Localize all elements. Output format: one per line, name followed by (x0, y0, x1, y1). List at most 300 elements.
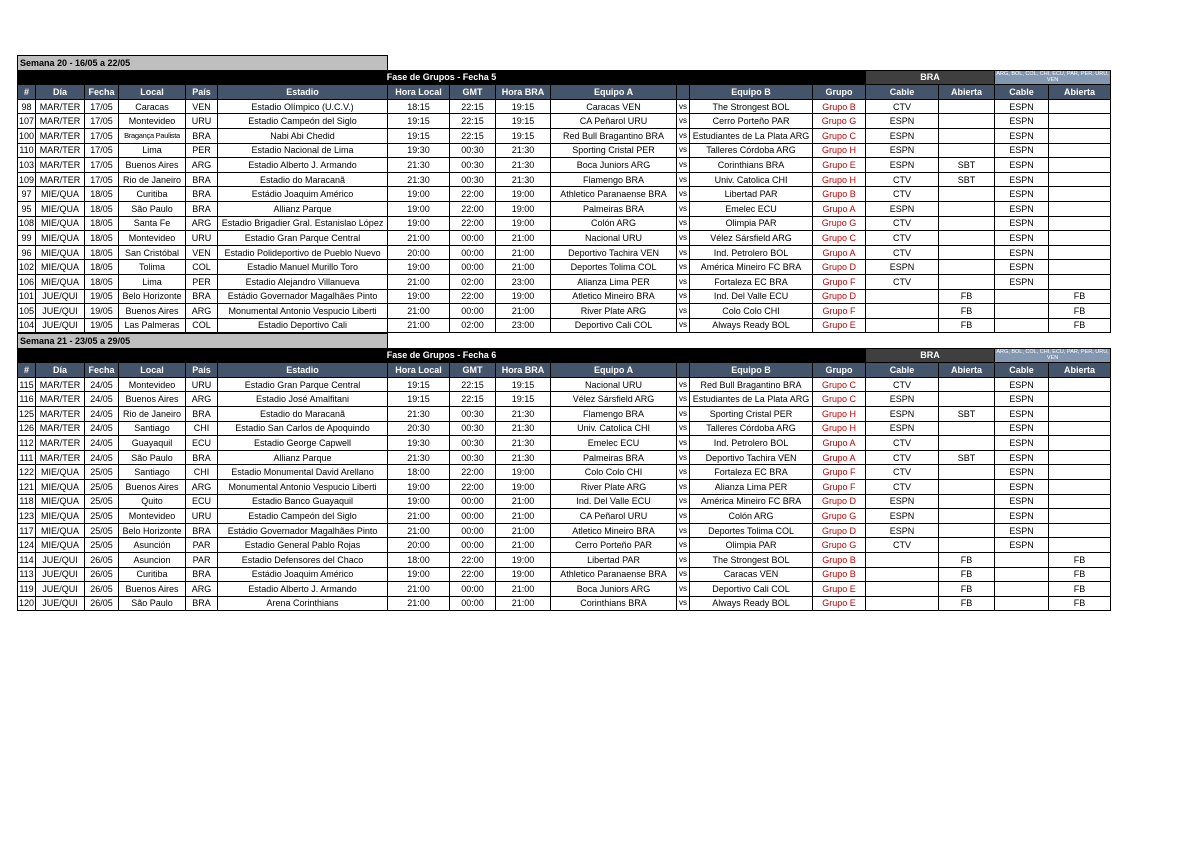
col-gmt: 00:00 (450, 231, 496, 246)
col-bra-time: 21:30 (496, 172, 551, 187)
col-gmt: 00:00 (450, 538, 496, 553)
col-group: Grupo A (813, 436, 866, 451)
col-vs: vs (677, 494, 690, 509)
col-team-a: Vélez Sársfield ARG (551, 392, 677, 407)
col-city: Buenos Aires (119, 304, 186, 319)
match-row (18, 538, 1111, 553)
col-country: BRA (186, 201, 218, 216)
col-gmt: 22:15 (450, 392, 496, 407)
col-intl-cable (995, 318, 1049, 333)
col-num: 120 (18, 596, 36, 611)
col-day: MAR/TER (36, 143, 85, 158)
col-group: Grupo B (813, 567, 866, 582)
col-vs-header (677, 85, 690, 100)
col-intl-cable: ESPN (995, 114, 1049, 129)
col-bra-time: 23:00 (496, 274, 551, 289)
col-team-b: Ind. Petrolero BOL (690, 436, 813, 451)
col-team-b: Ind. Del Valle ECU (690, 289, 813, 304)
col-city: Asunción (119, 538, 186, 553)
col-bra-time: 19:00 (496, 552, 551, 567)
col-city: Asuncion (119, 552, 186, 567)
col-city: Montevideo (119, 231, 186, 246)
col-gmt: 00:00 (450, 260, 496, 275)
col-date-header: Fecha (85, 85, 119, 100)
col-bra-open (939, 436, 995, 451)
col-intl-open (1049, 377, 1111, 392)
col-team-a: Ind. Del Valle ECU (551, 494, 677, 509)
match-row (18, 114, 1111, 129)
col-stadium-header: Estadio (218, 363, 388, 378)
phase-row (18, 348, 1111, 363)
col-vs: vs (677, 421, 690, 436)
col-intl-cable-header: Cable (995, 363, 1049, 378)
col-bra-cable: CTV (866, 245, 939, 260)
col-intl-cable (995, 552, 1049, 567)
match-row (18, 201, 1111, 216)
col-vs: vs (677, 509, 690, 524)
col-intl-cable-header: Cable (995, 85, 1049, 100)
col-num: 125 (18, 406, 36, 421)
col-bra-open (939, 201, 995, 216)
col-gmt-header: GMT (450, 363, 496, 378)
col-gmt: 00:00 (450, 582, 496, 597)
col-country: VEN (186, 245, 218, 260)
col-stadium: Estadio do Maracanã (218, 172, 388, 187)
col-local-time: 19:15 (388, 377, 450, 392)
col-vs: vs (677, 552, 690, 567)
col-stadium: Estadio Brigadier Gral. Estanislao López (218, 216, 388, 231)
col-num: 122 (18, 465, 36, 480)
col-intl-open (1049, 99, 1111, 114)
col-city: San Cristóbal (119, 245, 186, 260)
col-intl-open: FB (1049, 318, 1111, 333)
phase-title: Fase de Grupos - Fecha 6 (18, 348, 866, 363)
col-intl-cable: ESPN (995, 158, 1049, 173)
match-row (18, 392, 1111, 407)
col-group: Grupo E (813, 596, 866, 611)
schedule-table-week-21 (17, 333, 1111, 611)
col-country: ECU (186, 436, 218, 451)
col-num: 104 (18, 318, 36, 333)
col-group: Grupo G (813, 216, 866, 231)
col-bra-cable (866, 596, 939, 611)
col-num: 116 (18, 392, 36, 407)
col-intl-open: FB (1049, 596, 1111, 611)
col-bra-cable (866, 304, 939, 319)
col-bra-cable: CTV (866, 377, 939, 392)
col-country: BRA (186, 128, 218, 143)
col-team-a: Boca Juniors ARG (551, 158, 677, 173)
match-row (18, 128, 1111, 143)
col-gmt: 22:15 (450, 99, 496, 114)
col-stadium: Estadio do Maracanã (218, 406, 388, 421)
col-city: Santiago (119, 421, 186, 436)
match-row (18, 421, 1111, 436)
col-vs: vs (677, 567, 690, 582)
col-date: 25/05 (85, 465, 119, 480)
col-intl-open (1049, 187, 1111, 202)
col-country: COL (186, 260, 218, 275)
col-country: ECU (186, 494, 218, 509)
col-vs: vs (677, 436, 690, 451)
col-city: São Paulo (119, 596, 186, 611)
col-city: Lima (119, 274, 186, 289)
col-team-b: Corinthians BRA (690, 158, 813, 173)
col-bra-cable: ESPN (866, 128, 939, 143)
match-row (18, 494, 1111, 509)
col-vs: vs (677, 289, 690, 304)
col-bra-open (939, 114, 995, 129)
col-city: Buenos Aires (119, 392, 186, 407)
col-stadium: Estadio Campeón del Siglo (218, 509, 388, 524)
col-stadium: Estádio Joaquim Américo (218, 567, 388, 582)
col-team-b: Fortaleza EC BRA (690, 465, 813, 480)
col-day: MAR/TER (36, 99, 85, 114)
col-intl-cable: ESPN (995, 187, 1049, 202)
col-gmt: 00:00 (450, 509, 496, 524)
col-country-header: País (186, 85, 218, 100)
col-bra-time: 21:00 (496, 304, 551, 319)
col-bra-open (939, 523, 995, 538)
col-bra-cable (866, 289, 939, 304)
col-group: Grupo F (813, 304, 866, 319)
col-intl-cable (995, 596, 1049, 611)
col-bra-open (939, 479, 995, 494)
col-city: Quito (119, 494, 186, 509)
col-city: Rio de Janeiro (119, 406, 186, 421)
col-stadium: Estadio Olímpico (U.C.V.) (218, 99, 388, 114)
col-team-b: Vélez Sársfield ARG (690, 231, 813, 246)
col-team-a: Emelec ECU (551, 436, 677, 451)
col-city: Buenos Aires (119, 158, 186, 173)
col-group: Grupo F (813, 274, 866, 289)
match-row (18, 260, 1111, 275)
col-stadium: Estadio Nacional de Lima (218, 143, 388, 158)
col-team-a: Athletico Paranaense BRA (551, 567, 677, 582)
col-bra-cable: ESPN (866, 509, 939, 524)
col-bra-cable (866, 582, 939, 597)
col-local-time: 21:00 (388, 582, 450, 597)
col-intl-cable: ESPN (995, 260, 1049, 275)
col-bra-cable-header: Cable (866, 85, 939, 100)
col-local-time: 18:15 (388, 99, 450, 114)
col-city: Lima (119, 143, 186, 158)
col-vs: vs (677, 465, 690, 480)
col-local-time: 21:00 (388, 523, 450, 538)
col-bra-cable: ESPN (866, 392, 939, 407)
col-local-time: 21:00 (388, 509, 450, 524)
col-date: 24/05 (85, 377, 119, 392)
col-stadium: Estádio Governador Magalhães Pinto (218, 289, 388, 304)
col-date: 24/05 (85, 406, 119, 421)
col-team-a: River Plate ARG (551, 479, 677, 494)
col-date: 18/05 (85, 274, 119, 289)
col-city: Montevideo (119, 114, 186, 129)
col-date: 17/05 (85, 128, 119, 143)
col-num: 107 (18, 114, 36, 129)
col-team-a: Colo Colo CHI (551, 465, 677, 480)
col-day: JUE/QUI (36, 596, 85, 611)
col-day: JUE/QUI (36, 289, 85, 304)
col-city: Caracas (119, 99, 186, 114)
col-country: URU (186, 114, 218, 129)
col-gmt: 00:00 (450, 304, 496, 319)
col-country: URU (186, 509, 218, 524)
col-day: MAR/TER (36, 158, 85, 173)
col-local-time: 18:00 (388, 552, 450, 567)
col-day: MIE/QUA (36, 216, 85, 231)
col-city-header: Local (119, 85, 186, 100)
match-row (18, 436, 1111, 451)
col-team-a: Flamengo BRA (551, 406, 677, 421)
col-local-time: 19:30 (388, 436, 450, 451)
col-date: 18/05 (85, 245, 119, 260)
col-day: JUE/QUI (36, 304, 85, 319)
col-vs: vs (677, 260, 690, 275)
col-bra-cable: CTV (866, 231, 939, 246)
col-group: Grupo E (813, 582, 866, 597)
col-day: MAR/TER (36, 392, 85, 407)
col-day: MIE/QUA (36, 465, 85, 480)
col-num: 95 (18, 201, 36, 216)
col-country: COL (186, 318, 218, 333)
col-intl-cable (995, 567, 1049, 582)
col-bra-time: 21:00 (496, 260, 551, 275)
match-row (18, 450, 1111, 465)
col-bra-cable: ESPN (866, 143, 939, 158)
col-vs: vs (677, 479, 690, 494)
broadcast-group-bra: BRA (866, 348, 995, 363)
col-city: Buenos Aires (119, 582, 186, 597)
col-team-b: Red Bull Bragantino BRA (690, 377, 813, 392)
col-bra-time: 19:00 (496, 465, 551, 480)
col-bra-cable: CTV (866, 465, 939, 480)
col-group: Grupo F (813, 465, 866, 480)
col-bra-cable (866, 552, 939, 567)
col-country: ARG (186, 304, 218, 319)
col-date: 17/05 (85, 143, 119, 158)
col-country: BRA (186, 567, 218, 582)
col-group: Grupo H (813, 172, 866, 187)
match-row (18, 187, 1111, 202)
week-spacer (388, 56, 1111, 71)
column-header-row (18, 363, 1111, 378)
col-local-time: 19:15 (388, 392, 450, 407)
col-group: Grupo G (813, 509, 866, 524)
col-local-time: 19:15 (388, 114, 450, 129)
col-gmt: 00:30 (450, 158, 496, 173)
col-day: MIE/QUA (36, 274, 85, 289)
col-num: 100 (18, 128, 36, 143)
col-city-header: Local (119, 363, 186, 378)
col-intl-open (1049, 260, 1111, 275)
match-row (18, 318, 1111, 333)
col-local-time: 19:00 (388, 216, 450, 231)
col-day: MIE/QUA (36, 523, 85, 538)
col-intl-open (1049, 509, 1111, 524)
col-bra-cable (866, 567, 939, 582)
col-group: Grupo G (813, 114, 866, 129)
col-intl-open (1049, 274, 1111, 289)
col-group: Grupo A (813, 201, 866, 216)
col-group: Grupo H (813, 421, 866, 436)
col-country: BRA (186, 187, 218, 202)
col-bra-cable-header: Cable (866, 363, 939, 378)
match-row (18, 245, 1111, 260)
col-date: 18/05 (85, 231, 119, 246)
col-local-time: 21:00 (388, 274, 450, 289)
col-city: Montevideo (119, 509, 186, 524)
col-vs: vs (677, 406, 690, 421)
col-city: Tolima (119, 260, 186, 275)
col-intl-cable: ESPN (995, 216, 1049, 231)
col-intl-open (1049, 406, 1111, 421)
col-gmt: 22:00 (450, 289, 496, 304)
col-team-b: Olimpia PAR (690, 216, 813, 231)
col-local-time: 21:00 (388, 304, 450, 319)
col-city: Montevideo (119, 377, 186, 392)
col-gmt: 00:00 (450, 523, 496, 538)
col-bra-open (939, 392, 995, 407)
col-team-a: Deportivo Cali COL (551, 318, 677, 333)
col-country: ARG (186, 216, 218, 231)
col-local-time: 21:30 (388, 172, 450, 187)
col-bra-cable: CTV (866, 172, 939, 187)
col-date: 26/05 (85, 567, 119, 582)
col-local-time: 19:00 (388, 494, 450, 509)
col-team-a: Corinthians BRA (551, 596, 677, 611)
col-intl-cable: ESPN (995, 538, 1049, 553)
col-team-b: Deportivo Cali COL (690, 582, 813, 597)
col-vs-header (677, 363, 690, 378)
col-stadium: Estadio Polideportivo de Pueblo Nuevo (218, 245, 388, 260)
col-day: MIE/QUA (36, 538, 85, 553)
col-bra-open: FB (939, 318, 995, 333)
col-num-header: # (18, 85, 36, 100)
col-team-a: Atletico Mineiro BRA (551, 523, 677, 538)
col-bra-cable: CTV (866, 538, 939, 553)
col-team-a-header: Equipo A (551, 363, 677, 378)
col-day: MIE/QUA (36, 509, 85, 524)
col-team-a: Atletico Mineiro BRA (551, 289, 677, 304)
match-row (18, 231, 1111, 246)
col-vs: vs (677, 231, 690, 246)
col-group: Grupo F (813, 479, 866, 494)
col-stadium: Estadio Alberto J. Armando (218, 582, 388, 597)
col-local-time: 19:00 (388, 201, 450, 216)
col-local-time: 20:00 (388, 245, 450, 260)
col-country: CHI (186, 465, 218, 480)
col-vs: vs (677, 304, 690, 319)
col-date: 25/05 (85, 523, 119, 538)
col-stadium: Arena Corinthians (218, 596, 388, 611)
col-stadium: Estadio José Amalfitani (218, 392, 388, 407)
col-country: CHI (186, 421, 218, 436)
col-team-a-header: Equipo A (551, 85, 677, 100)
col-local-time: 21:30 (388, 406, 450, 421)
col-date: 26/05 (85, 596, 119, 611)
col-intl-cable: ESPN (995, 436, 1049, 451)
col-intl-cable: ESPN (995, 465, 1049, 480)
col-team-a: Libertad PAR (551, 552, 677, 567)
col-intl-open (1049, 114, 1111, 129)
col-local-time: 20:30 (388, 421, 450, 436)
col-intl-open-header: Abierta (1049, 363, 1111, 378)
col-intl-open (1049, 421, 1111, 436)
col-intl-cable: ESPN (995, 421, 1049, 436)
col-group: Grupo C (813, 377, 866, 392)
col-stadium: Estadio Defensores del Chaco (218, 552, 388, 567)
col-bra-cable: CTV (866, 216, 939, 231)
col-team-a: CA Peñarol URU (551, 114, 677, 129)
col-intl-open (1049, 436, 1111, 451)
match-row (18, 465, 1111, 480)
col-day: MAR/TER (36, 128, 85, 143)
col-country: URU (186, 377, 218, 392)
col-date: 26/05 (85, 552, 119, 567)
col-bra-open (939, 274, 995, 289)
col-vs: vs (677, 158, 690, 173)
col-team-b: Always Ready BOL (690, 318, 813, 333)
col-team-a: Flamengo BRA (551, 172, 677, 187)
col-date: 26/05 (85, 582, 119, 597)
col-country: BRA (186, 450, 218, 465)
col-group: Grupo D (813, 289, 866, 304)
match-row (18, 509, 1111, 524)
col-country-header: País (186, 363, 218, 378)
col-team-b-header: Equipo B (690, 363, 813, 378)
col-date: 17/05 (85, 158, 119, 173)
col-gmt: 02:00 (450, 318, 496, 333)
col-vs: vs (677, 450, 690, 465)
col-intl-cable: ESPN (995, 274, 1049, 289)
col-bra-time: 19:00 (496, 187, 551, 202)
col-bra-time: 21:30 (496, 436, 551, 451)
col-num: 98 (18, 99, 36, 114)
col-num: 115 (18, 377, 36, 392)
col-city: Buenos Aires (119, 479, 186, 494)
col-bra-open (939, 245, 995, 260)
col-vs: vs (677, 245, 690, 260)
col-intl-open: FB (1049, 567, 1111, 582)
col-intl-cable (995, 582, 1049, 597)
col-bra-cable (866, 318, 939, 333)
col-bra-time: 21:00 (496, 596, 551, 611)
col-gmt: 00:00 (450, 596, 496, 611)
col-stadium: Allianz Parque (218, 450, 388, 465)
phase-title: Fase de Grupos - Fecha 5 (18, 70, 866, 85)
col-country: PER (186, 143, 218, 158)
col-day: MIE/QUA (36, 187, 85, 202)
col-gmt: 22:00 (450, 552, 496, 567)
col-team-b-header: Equipo B (690, 85, 813, 100)
col-vs: vs (677, 114, 690, 129)
col-day: MIE/QUA (36, 231, 85, 246)
col-intl-open (1049, 172, 1111, 187)
week-row (18, 334, 1111, 349)
col-vs: vs (677, 596, 690, 611)
col-bra-open: FB (939, 582, 995, 597)
col-bra-time: 19:15 (496, 377, 551, 392)
col-bra-open (939, 538, 995, 553)
col-gmt: 22:00 (450, 465, 496, 480)
col-local-time: 20:00 (388, 538, 450, 553)
col-team-b: The Strongest BOL (690, 99, 813, 114)
col-group: Grupo D (813, 494, 866, 509)
col-bra-time: 21:30 (496, 421, 551, 436)
col-bra-open: SBT (939, 406, 995, 421)
col-bra-open-header: Abierta (939, 85, 995, 100)
